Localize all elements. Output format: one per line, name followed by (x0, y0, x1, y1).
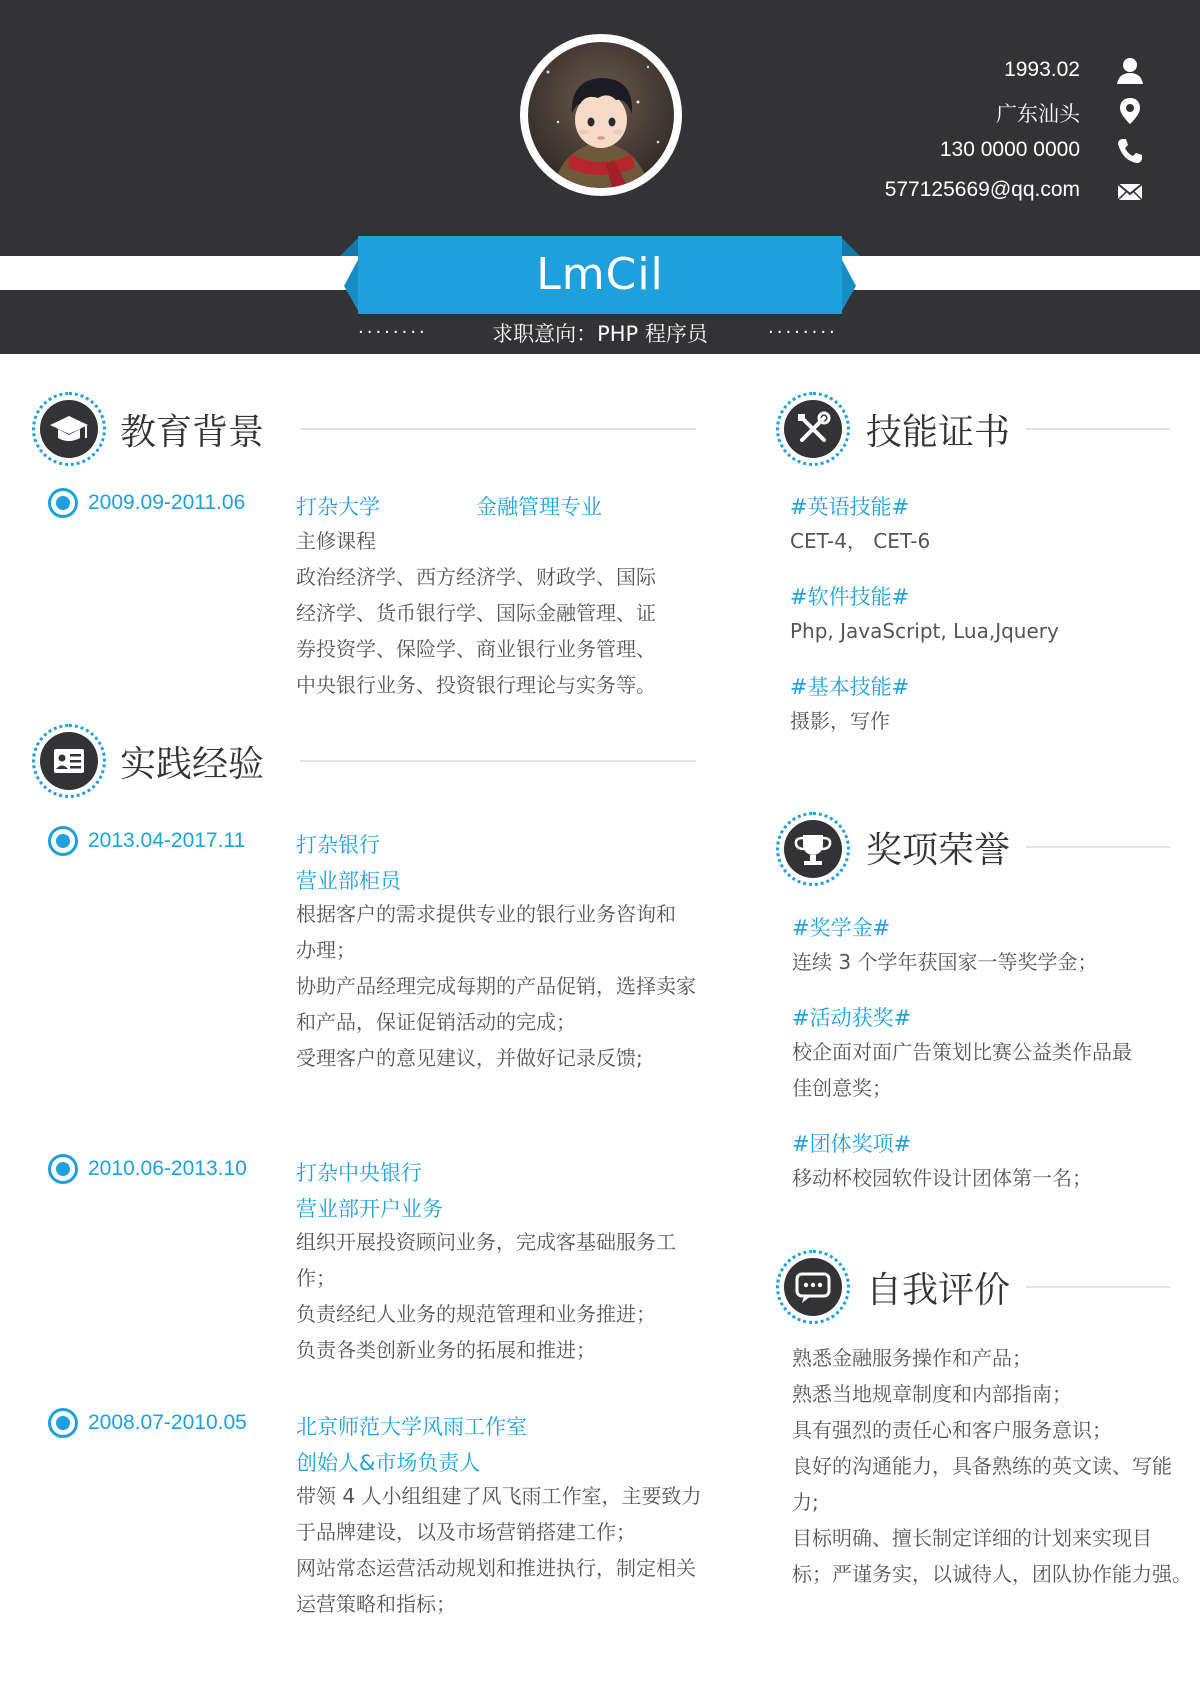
self-eval-line: 熟悉当地规章制度和内部指南； (792, 1382, 1072, 1406)
experience-role: 营业部开户业务 (296, 1197, 443, 1221)
experience-line: 作； (296, 1266, 336, 1290)
award-tag: #奖学金# (792, 916, 891, 940)
award-line: 佳创意奖； (792, 1076, 892, 1100)
experience-role: 创始人&市场负责人 (296, 1451, 481, 1475)
self-eval-divider (1026, 1286, 1170, 1288)
experience-line: 网站常态运营活动规划和推进执行，制定相关 (296, 1556, 696, 1580)
education-course-line: 经济学、货币银行学、国际金融管理、证 (296, 601, 656, 625)
job-intent: 求职意向：PHP 程序员 (492, 322, 708, 346)
education-course-line: 券投资学、保险学、商业银行业务管理、 (296, 637, 656, 661)
self-eval-line: 目标明确、擅长制定详细的计划来实现目 (792, 1526, 1152, 1550)
self-eval-line: 力; (792, 1490, 819, 1514)
divider-dots-left: ········ (358, 322, 428, 343)
self-eval-title: 自我评价 (866, 1270, 1011, 1311)
avatar-portrait (528, 42, 674, 188)
experience-date: 2010.06-2013.10 (88, 1157, 247, 1180)
experience-line: 运营策略和指标； (296, 1592, 456, 1616)
skills-section-icon (776, 392, 850, 466)
education-divider (300, 428, 696, 430)
education-course-line: 中央银行业务、投资银行理论与实务等。 (296, 673, 656, 697)
avatar (520, 34, 682, 196)
chat-bubble-icon (784, 1258, 842, 1316)
timeline-bullet (48, 1154, 78, 1184)
birth-date: 1993.02 (1004, 58, 1080, 81)
phone-text: 130 0000 0000 (939, 138, 1080, 161)
trophy-icon (784, 820, 842, 878)
education-section-icon (32, 392, 106, 466)
experience-line: 于品牌建设，以及市场营销搭建工作； (296, 1520, 636, 1544)
phone-icon (1115, 136, 1145, 166)
candidate-name: LmCil (536, 249, 664, 300)
skill-tag: #英语技能# (790, 495, 910, 519)
education-school: 打杂大学 (296, 495, 380, 519)
experience-line: 受理客户的意见建议，并做好记录反馈; (296, 1046, 643, 1070)
education-date: 2009.09-2011.06 (88, 491, 246, 514)
awards-title: 奖项荣誉 (866, 830, 1011, 871)
awards-divider (1026, 846, 1170, 848)
education-course-label: 主修课程 (296, 529, 376, 553)
experience-org: 打杂中央银行 (296, 1161, 422, 1185)
education-title: 教育背景 (120, 412, 265, 453)
award-line: 校企面对面广告策划比赛公益类作品最 (792, 1040, 1132, 1064)
name-ribbon (358, 236, 842, 314)
skill-text: 摄影，写作 (790, 709, 890, 733)
ribbon-left-fold (340, 236, 360, 314)
skills-divider (1026, 428, 1170, 430)
skill-tag: #软件技能# (790, 585, 910, 609)
skills-title: 技能证书 (866, 412, 1011, 453)
location-pin-icon (1115, 96, 1145, 126)
timeline-bullet (48, 1408, 78, 1438)
experience-role: 营业部柜员 (296, 869, 401, 893)
self-eval-section-icon (776, 1250, 850, 1324)
experience-line: 根据客户的需求提供专业的银行业务咨询和 (296, 902, 676, 926)
experience-line: 办理； (296, 938, 356, 962)
education-major: 金融管理专业 (476, 495, 602, 519)
divider-dots-right: ········ (768, 322, 838, 343)
timeline-bullet (48, 488, 78, 518)
education-course-line: 政治经济学、西方经济学、财政学、国际 (296, 565, 656, 589)
self-eval-line: 标；严谨务实，以诚待人，团队协作能力强。 (792, 1562, 1192, 1586)
award-tag: #活动获奖# (792, 1006, 912, 1030)
skill-tag: #基本技能# (790, 675, 910, 699)
awards-section-icon (776, 812, 850, 886)
experience-org: 打杂银行 (296, 833, 380, 857)
ribbon-right-fold (840, 236, 860, 314)
experience-org: 北京师范大学风雨工作室 (296, 1415, 527, 1439)
self-eval-line: 具有强烈的责任心和客户服务意识； (792, 1418, 1112, 1442)
award-tag: #团体奖项# (792, 1132, 912, 1156)
experience-line: 带领 4 人小组组建了风飞雨工作室，主要致力 (296, 1484, 702, 1508)
experience-line: 负责经纪人业务的规范管理和业务推进； (296, 1302, 656, 1326)
award-line: 连续 3 个学年获国家一等奖学金； (792, 950, 1098, 974)
email-text: 577125669@qq.com (884, 178, 1080, 201)
experience-date: 2008.07-2010.05 (88, 1411, 247, 1434)
experience-line: 协助产品经理完成每期的产品促销，选择卖家 (296, 974, 696, 998)
experience-line: 和产品，保证促销活动的完成； (296, 1010, 576, 1034)
self-eval-line: 良好的沟通能力，具备熟练的英文读、写能 (792, 1454, 1172, 1478)
experience-date: 2013.04-2017.11 (88, 829, 246, 852)
experience-line: 组织开展投资顾问业务，完成客基础服务工 (296, 1230, 676, 1254)
location-text: 广东汕头 (996, 103, 1080, 126)
tools-icon (784, 400, 842, 458)
envelope-icon (1115, 176, 1145, 206)
skill-text: CET-4， CET-6 (790, 529, 931, 553)
person-icon (1115, 56, 1145, 86)
skill-text: Php, JavaScript, Lua,Jquery (790, 619, 1059, 643)
experience-line: 负责各类创新业务的拓展和推进； (296, 1338, 596, 1362)
award-line: 移动杯校园软件设计团体第一名； (792, 1166, 1092, 1190)
graduation-cap-icon (40, 400, 98, 458)
id-card-icon (40, 732, 98, 790)
experience-divider (300, 760, 696, 762)
timeline-bullet (48, 826, 78, 856)
self-eval-line: 熟悉金融服务操作和产品； (792, 1346, 1032, 1370)
experience-title: 实践经验 (120, 744, 265, 785)
experience-section-icon (32, 724, 106, 798)
